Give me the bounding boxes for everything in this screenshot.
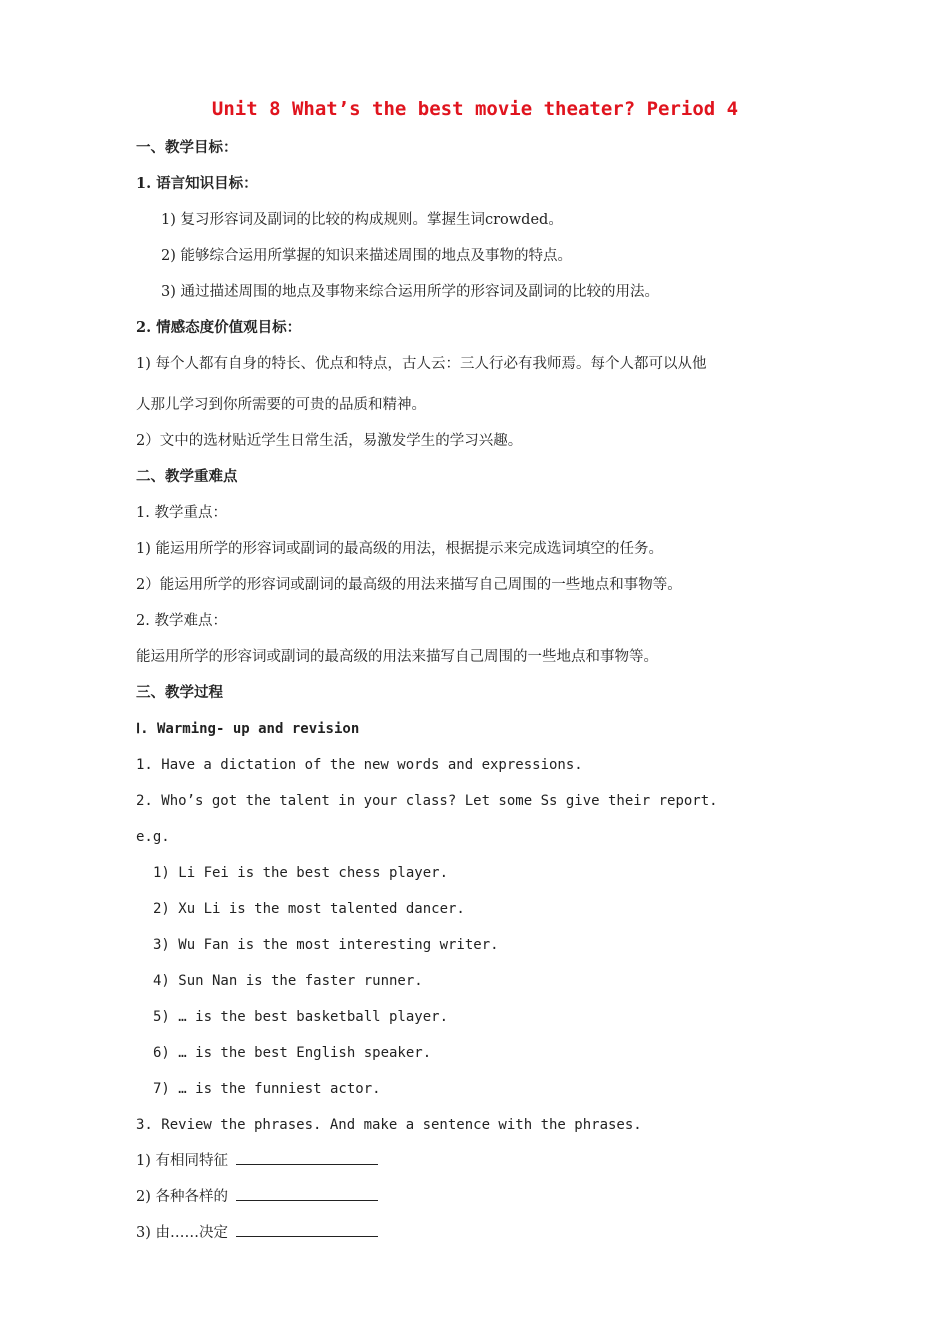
example-item: 2) Xu Li is the most talented dancer. — [153, 901, 465, 917]
example-item: 5) … is the best basketball player. — [153, 1009, 449, 1025]
phrase-text: 2) 各种各样的 — [136, 1189, 228, 1205]
subheading-emotional-goals: 2. 情感态度价值观目标： — [136, 319, 302, 336]
phrase-row — [136, 1187, 378, 1207]
list-item: 1) 复习形容词及副词的比较的构成规则。掌握生词crowded。 — [161, 212, 563, 228]
phrase-row — [136, 1223, 378, 1243]
example-item: 3) Wu Fan is the most interesting writer. — [153, 937, 499, 953]
step-line: 1. Have a dictation of the new words and expressions. — [136, 757, 583, 773]
example-label: e.g. — [136, 829, 170, 845]
subheading-language-knowledge: 1. 语言知识目标： — [136, 175, 258, 192]
section-heading-objectives: 一、教学目标： — [136, 139, 238, 156]
paragraph-line: 能运用所学的形容词或副词的最高级的用法来描写自己周围的一些地点和事物等。 — [136, 649, 658, 665]
answer-blank[interactable] — [236, 1152, 378, 1165]
list-item: 3) 通过描述周围的地点及事物来综合运用所学的形容词及副词的比较的用法。 — [161, 284, 659, 300]
part-heading-warming-up: Ⅰ. Warming- up and revision — [136, 721, 360, 737]
step-line: 2. Who’s got the talent in your class? Let some Ss give their report. — [136, 793, 718, 809]
step-line: 3. Review the phrases. And make a sentence with the phrases. — [136, 1117, 642, 1133]
paragraph-line: 2）文中的选材贴近学生日常生活，易激发学生的学习兴趣。 — [136, 433, 523, 449]
list-item: 2）能运用所学的形容词或副词的最高级的用法来描写自己周围的一些地点和事物等。 — [136, 577, 682, 593]
subheading-key-point: 1. 教学重点： — [136, 505, 227, 521]
example-item: 7) … is the funniest actor. — [153, 1081, 381, 1097]
phrase-text: 1) 有相同特征 — [136, 1153, 228, 1169]
phrase-text: 3) 由……决定 — [136, 1225, 228, 1241]
paragraph-line: 1) 每个人都有自身的特长、优点和特点，古人云：三人行必有我师焉。每个人都可以从他 — [136, 356, 707, 372]
answer-blank[interactable] — [236, 1188, 378, 1201]
example-item: 4) Sun Nan is the faster runner. — [153, 973, 423, 989]
page-title: Unit 8 What’s the best movie theater? Period 4 — [211, 98, 739, 120]
subheading-difficult-point: 2. 教学难点： — [136, 613, 227, 629]
list-item: 2) 能够综合运用所掌握的知识来描述周围的地点及事物的特点。 — [161, 248, 572, 264]
answer-blank[interactable] — [236, 1224, 378, 1237]
paragraph-line: 人那儿学习到你所需要的可贵的品质和精神。 — [136, 397, 426, 413]
list-item: 1) 能运用所学的形容词或副词的最高级的用法，根据提示来完成选词填空的任务。 — [136, 541, 663, 557]
section-heading-process: 三、教学过程 — [136, 684, 223, 701]
example-item: 1) Li Fei is the best chess player. — [153, 865, 449, 881]
section-heading-key-points: 二、教学重难点 — [136, 468, 238, 485]
phrase-row — [136, 1151, 378, 1171]
example-item: 6) … is the best English speaker. — [153, 1045, 432, 1061]
